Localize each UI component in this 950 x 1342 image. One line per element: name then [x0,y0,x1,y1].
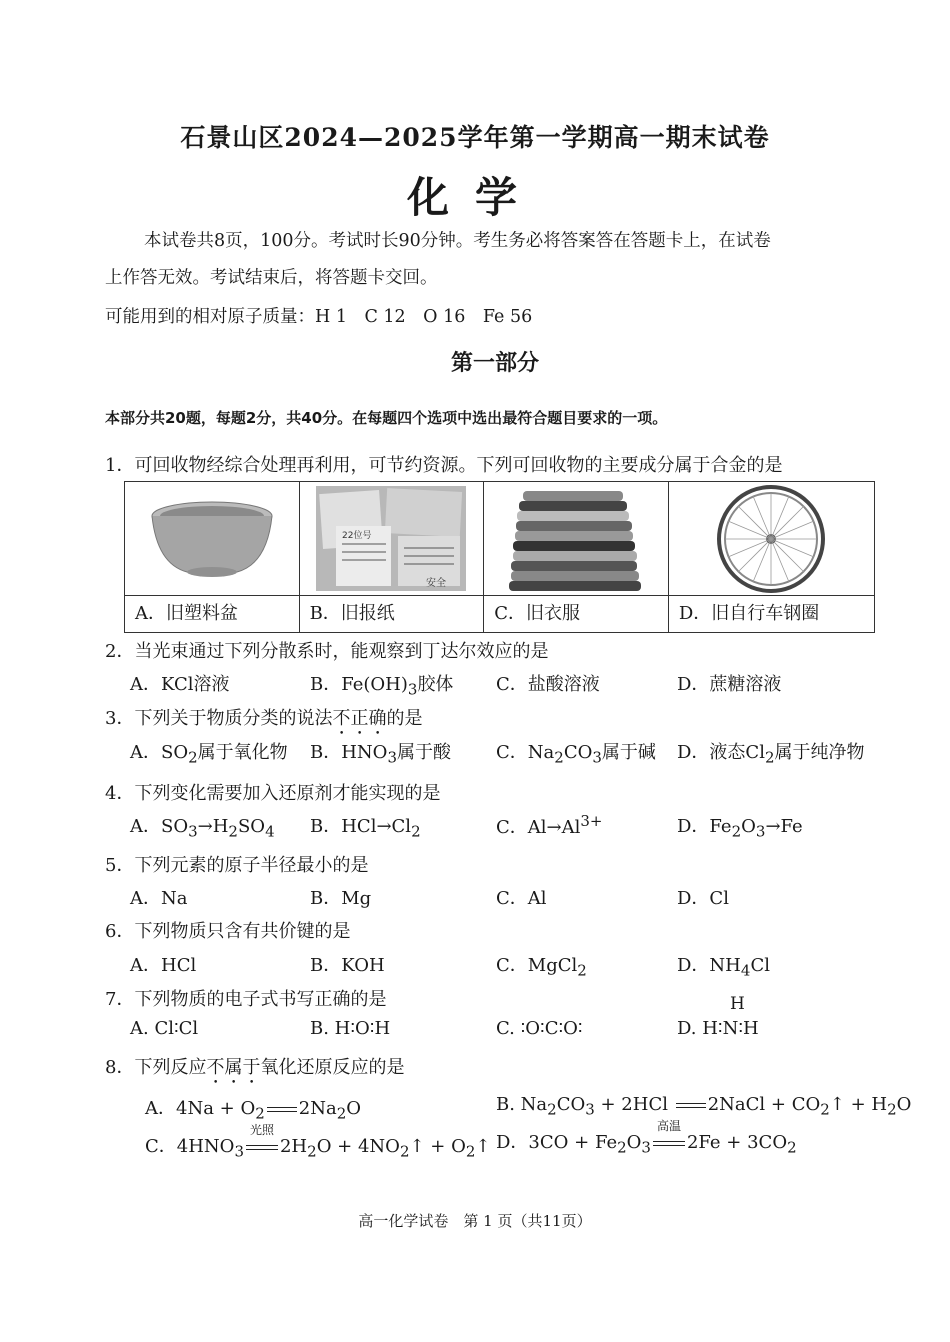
option-b-cell [299,482,484,633]
question-6-option-d: D．$NH_4Cl$ [677,955,770,980]
question-7-option-c: C. ∶O∶C∶O∶ [496,1018,583,1039]
question-3-option-b: B．$HNO_3$属于酸 [310,742,451,767]
question-7-option-b: B. H∶O∶H [310,1018,391,1039]
question-2-option-c: C．盐酸溶液 [496,674,600,695]
question-3-option-d: D．液态$Cl_2$属于纯净物 [677,742,865,767]
option-b-label: B．旧报纸 [300,595,484,632]
question-8-option-d: D．$3CO + Fe_2O_3$ 高温 $2Fe + 3CO_2$ [496,1119,797,1157]
question-4-option-a: A．$SO_3\to H_2SO_4$ [130,816,275,841]
newspaper-image [316,486,466,591]
question-4-option-d: D．$Fe_2O_3\to Fe$ [677,816,803,841]
newspaper-headline-text: 22位号 [342,531,372,541]
bicycle-wheel-image [715,483,827,595]
option-d-label: D．旧自行车钢圈 [669,595,874,632]
option-c-label: C．旧衣服 [484,595,668,632]
question-7-stem: 7．下列物质的电子式书写正确的是 [105,989,387,1010]
question-5-stem: 5．下列元素的原子半径最小的是 [105,855,369,876]
question-4-option-b: B．$HCl\to Cl_2$ [310,816,421,841]
question-2-option-a: A．KCl溶液 [130,674,230,695]
question-5-option-b: B．Mg [310,888,372,909]
question-3-option-a: A．$SO_2$属于氧化物 [130,742,288,767]
page-footer: 高一化学试卷 第 1 页（共11页） [358,1212,592,1230]
question-5-option-c: C．Al [496,888,547,909]
question-2-option-b: B．$Fe(OH)_3$胶体 [310,674,454,699]
question-8-stem: 8．下列反应不属于氧化还原反应的是 [105,1057,405,1078]
intro-line-1: 本试卷共8页，100分。考试时长90分钟。考生务必将答案答在答题卡上，在试卷 [144,231,771,251]
question-7-option-d: D. H∶N∶H [677,1018,759,1039]
question-3-stem: 3．下列关于物质分类的说法不正确的是 [105,708,423,729]
question-6-option-b: B．KOH [310,955,385,976]
question-3-option-c: C．$Na_2CO_3$属于碱 [496,742,656,767]
subject-title: 化学 [406,173,543,222]
question-8-option-a: A．$4Na + O_2$ $2Na_2O$ [145,1098,362,1123]
question-8-option-b: B. $Na_2CO_3 + 2HCl$ 2NaCl + $CO_2↑ + H_2O$ [496,1094,912,1119]
folded-clothes-image [501,485,651,593]
question-4-option-c: C．$Al\to Al^{3+}$ [496,812,603,838]
section-title: 第一部分 [450,350,539,376]
high-temperature-label: 高温 [656,1119,681,1133]
newspaper-safety-text: 安全 [426,578,447,589]
question-2-stem: 2．当光束通过下列分散系时，能观察到丁达尔效应的是 [105,641,549,662]
question-6-option-a: A．HCl [130,955,197,976]
section-instruction: 本部分共20题，每题2分，共40分。在每题四个选项中选出最符合题目要求的一项。 [105,409,668,427]
question-6-stem: 6．下列物质只含有共价键的是 [105,921,351,942]
option-d-cell [668,482,874,633]
question-8-option-c: C．$4HNO_3$ 光照 $2H_2O$ + $4NO_2↑$ + $O_2↑$ [145,1123,491,1161]
option-a-cell [125,482,300,633]
question-1-stem: 1．可回收物经综合处理再利用，可节约资源。下列可回收物的主要成分属于合金的是 [105,455,783,476]
option-c-cell [484,482,669,633]
intro-line-2: 上作答无效。考试结束后，将答题卡交回。 [105,268,438,288]
atomic-masses: 可能用到的相对原子质量：H 1 C 12 O 16 Fe 56 [105,307,533,327]
option-a-label: A．旧塑料盆 [125,595,299,632]
question-1-option-table [124,481,875,633]
question-4-stem: 4．下列变化需要加入还原剂才能实现的是 [105,783,441,804]
plastic-basin-image [147,494,277,584]
question-6-option-c: C．MgCl$_2$ [496,955,587,980]
question-5-option-d: D．Cl [677,888,729,909]
question-5-option-a: A．Na [130,888,188,909]
question-7-option-d-top-h: H [730,994,745,1014]
exam-title: 石景山区2024—2025学年第一学期高一期末试卷 [180,123,770,152]
light-condition-label: 光照 [249,1123,274,1137]
question-2-option-d: D．蔗糖溶液 [677,674,782,695]
question-7-option-a: A. Cl∶Cl [130,1018,199,1039]
